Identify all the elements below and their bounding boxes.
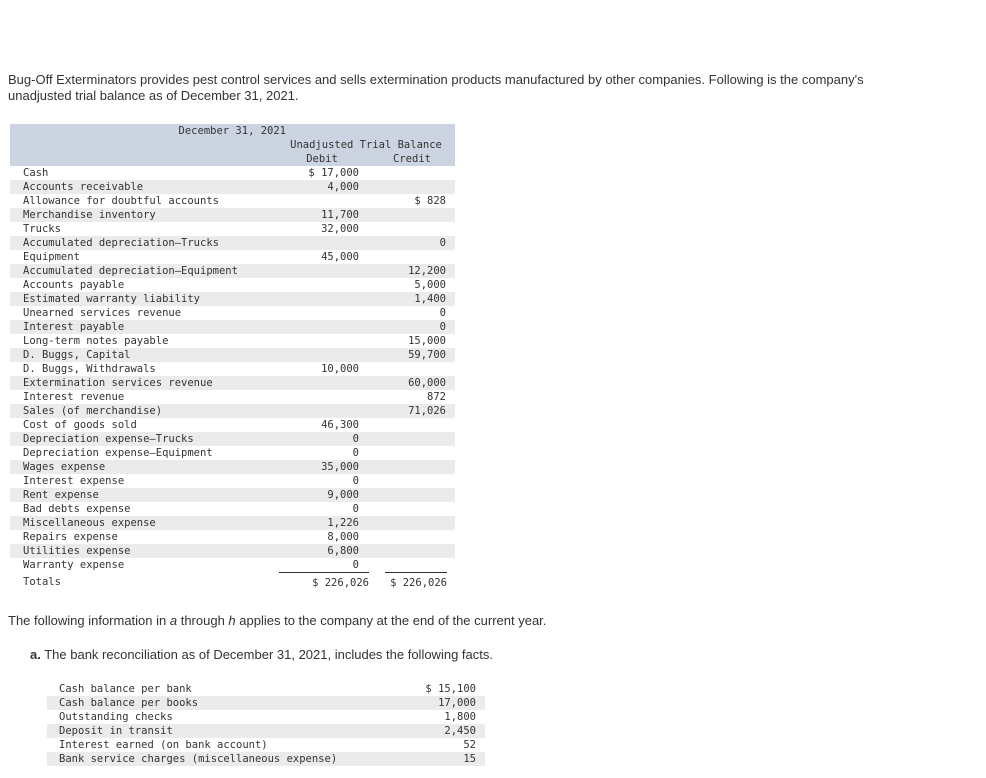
debit-amount: 0 <box>352 559 359 571</box>
debit-amount: 4,000 <box>327 181 359 193</box>
table-row <box>10 516 455 530</box>
table-row <box>10 446 455 460</box>
intro-paragraph: Bug-Off Exterminators provides pest control services and sells extermination products manufactured by other companies. Following is the company's unadjusted trial balance as of December 31, 2021. <box>8 72 864 103</box>
bank-item-label: Bank service charges (miscellaneous expense) <box>59 753 338 765</box>
account-name: Rent expense <box>23 489 99 501</box>
account-name: Bad debts expense <box>23 503 131 515</box>
table-row <box>10 362 455 376</box>
table-row <box>10 418 455 432</box>
table-row <box>10 474 455 488</box>
account-name: Cash <box>23 167 49 179</box>
debit-amount: 46,300 <box>321 419 359 431</box>
credit-amount: 5,000 <box>414 279 446 291</box>
credit-amount: 71,026 <box>408 405 446 417</box>
bank-item-label: Interest earned (on bank account) <box>59 739 268 751</box>
debit-amount: 0 <box>352 447 359 459</box>
account-name: Interest payable <box>23 321 125 333</box>
credit-column-header: Credit <box>393 153 431 165</box>
table-row <box>10 222 455 236</box>
account-name: Allowance for doubtful accounts <box>23 195 219 207</box>
credit-amount: 59,700 <box>408 349 446 361</box>
list-item <box>47 738 485 752</box>
total-credit: $ 226,026 <box>385 572 447 593</box>
table-row <box>10 180 455 194</box>
following-text-part: The following information in <box>8 613 170 628</box>
following-text-part: applies to the company at the end of the current year. <box>235 613 547 628</box>
bank-item-label: Outstanding checks <box>59 711 173 723</box>
credit-amount: 12,200 <box>408 265 446 277</box>
account-name: Wages expense <box>23 461 106 473</box>
list-item <box>47 696 485 710</box>
debit-amount: 0 <box>352 503 359 515</box>
bank-item-value: 1,800 <box>444 711 476 723</box>
following-text-part: through <box>177 613 229 628</box>
table-row <box>10 348 455 362</box>
table-row <box>10 376 455 390</box>
account-name: Miscellaneous expense <box>23 517 156 529</box>
account-name: Repairs expense <box>23 531 118 543</box>
table-row <box>10 292 455 306</box>
totals-row <box>10 572 455 592</box>
account-name: Warranty expense <box>23 559 125 571</box>
table-row <box>10 194 455 208</box>
account-name: D. Buggs, Capital <box>23 349 131 361</box>
credit-amount: 0 <box>439 307 446 319</box>
table-row <box>10 488 455 502</box>
debit-amount: 0 <box>352 433 359 445</box>
debit-amount: 32,000 <box>321 223 359 235</box>
unadjusted-trial-balance-heading: Unadjusted Trial Balance <box>290 139 442 151</box>
debit-amount: 11,700 <box>321 209 359 221</box>
total-debit: $ 226,026 <box>279 572 369 593</box>
account-name: Interest revenue <box>23 391 125 403</box>
table-row <box>10 530 455 544</box>
debit-amount: 0 <box>352 475 359 487</box>
following-information-text <box>8 613 546 628</box>
table-row <box>10 236 455 250</box>
account-name: Trucks <box>23 223 61 235</box>
list-item <box>47 752 485 766</box>
bank-item-value: 2,450 <box>444 725 476 737</box>
list-item <box>47 710 485 724</box>
debit-amount: 9,000 <box>327 489 359 501</box>
account-name: Sales (of merchandise) <box>23 405 163 417</box>
bank-item-label: Cash balance per books <box>59 697 199 709</box>
account-name: D. Buggs, Withdrawals <box>23 363 156 375</box>
debit-amount: 10,000 <box>321 363 359 375</box>
credit-amount: 0 <box>439 321 446 333</box>
account-name: Depreciation expense—Equipment <box>23 447 213 459</box>
table-row <box>10 306 455 320</box>
item-a-description: The bank reconciliation as of December 31, 2021, includes the following facts. <box>40 647 493 662</box>
bank-item-value: 17,000 <box>438 697 476 709</box>
credit-amount: 60,000 <box>408 377 446 389</box>
list-item <box>47 682 485 696</box>
account-name: Accounts receivable <box>23 181 144 193</box>
bank-item-label: Deposit in transit <box>59 725 173 737</box>
debit-column-header: Debit <box>306 153 338 165</box>
bank-item-label: Cash balance per bank <box>59 683 192 695</box>
table-row <box>10 544 455 558</box>
debit-amount: 8,000 <box>327 531 359 543</box>
trial-balance-date: December 31, 2021 <box>178 125 286 137</box>
bank-item-value: $ 15,100 <box>425 683 476 695</box>
debit-amount: $ 17,000 <box>308 167 359 179</box>
account-name: Interest expense <box>23 475 125 487</box>
following-text-a: a <box>169 613 178 628</box>
debit-amount: 1,226 <box>327 517 359 529</box>
account-name: Accumulated depreciation—Equipment <box>23 265 238 277</box>
credit-amount: 872 <box>427 391 446 403</box>
account-name: Long-term notes payable <box>23 335 169 347</box>
debit-amount: 6,800 <box>327 545 359 557</box>
trial-balance-rows <box>10 166 455 572</box>
debit-amount: 45,000 <box>321 251 359 263</box>
table-row <box>10 208 455 222</box>
table-row <box>10 558 455 572</box>
debit-amount: 35,000 <box>321 461 359 473</box>
item-a-text <box>30 647 493 662</box>
trial-balance-table <box>10 124 455 592</box>
account-name: Depreciation expense—Trucks <box>23 433 194 445</box>
bank-item-value: 52 <box>463 739 476 751</box>
account-name: Cost of goods sold <box>23 419 137 431</box>
table-row <box>10 390 455 404</box>
table-row <box>10 460 455 474</box>
account-name: Accumulated depreciation—Trucks <box>23 237 219 249</box>
credit-amount: 0 <box>439 237 446 249</box>
table-row <box>10 502 455 516</box>
bank-item-value: 15 <box>463 753 476 765</box>
table-row <box>10 166 455 180</box>
trial-balance-header <box>10 124 455 166</box>
following-text-h: h <box>228 613 236 628</box>
item-a-letter: a. <box>30 647 41 662</box>
table-row <box>10 334 455 348</box>
table-row <box>10 250 455 264</box>
totals-label: Totals <box>23 576 61 588</box>
table-row <box>10 320 455 334</box>
account-name: Merchandise inventory <box>23 209 156 221</box>
credit-amount: 15,000 <box>408 335 446 347</box>
bank-reconciliation-table <box>47 682 485 766</box>
account-name: Utilities expense <box>23 545 131 557</box>
credit-amount: 1,400 <box>414 293 446 305</box>
account-name: Equipment <box>23 251 80 263</box>
table-row <box>10 404 455 418</box>
credit-amount: $ 828 <box>414 195 446 207</box>
table-row <box>10 432 455 446</box>
account-name: Unearned services revenue <box>23 307 182 319</box>
account-name: Extermination services revenue <box>23 377 213 389</box>
table-row <box>10 264 455 278</box>
list-item <box>47 724 485 738</box>
account-name: Accounts payable <box>23 279 125 291</box>
account-name: Estimated warranty liability <box>23 293 201 305</box>
table-row <box>10 278 455 292</box>
